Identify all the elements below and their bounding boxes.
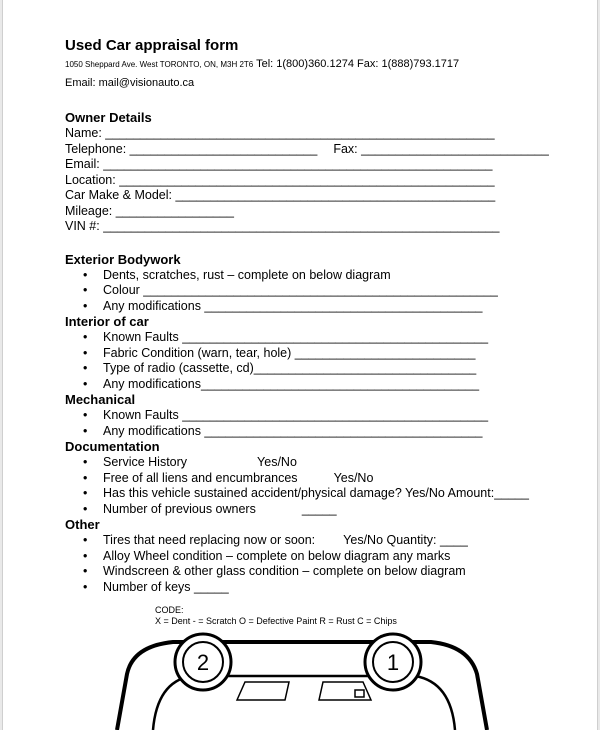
list-item: [65, 502, 545, 518]
list-item: • Alloy Wheel condition – complete on below diagram any marks: [65, 549, 545, 565]
tires-yes-no-quantity: Yes/No Quantity: ____: [343, 533, 468, 547]
location-field: Location: ______________________________________________________: [65, 172, 495, 187]
liens-yes-no: Yes/No: [333, 470, 374, 485]
list-item: • Any modifications ________________________________________: [65, 424, 545, 440]
list-item: • Type of radio (cassette, cd)________________________________: [65, 361, 545, 377]
mileage-field: Mileage: _________________: [65, 203, 234, 218]
mechanical-list: [65, 408, 545, 439]
vin-field: VIN #: _________________________________________________________: [65, 219, 500, 233]
car-body-outline: [117, 642, 487, 730]
street-address: 1050 Sheppard Ave. West TORONTO, ON, M3H 2T6: [65, 60, 254, 69]
list-item: • Known Faults ____________________________________________: [65, 330, 545, 346]
wheel-right-number: 1: [386, 650, 400, 675]
previous-owners-label: Number of previous owners: [103, 501, 256, 516]
telephone-field: Telephone: ___________________________: [65, 141, 318, 156]
previous-owners-blank: _____: [301, 501, 337, 516]
car-damage-diagram: [113, 602, 493, 730]
service-history-yes-no: Yes/No: [257, 455, 297, 469]
list-item: • Dents, scratches, rust – complete on below diagram: [65, 268, 545, 284]
email-line: Email: mail@visionauto.ca: [65, 77, 195, 89]
code-legend: X = Dent - = Scratch O = Defective Paint R = Rust C = Chips: [155, 616, 397, 626]
documentation-heading: Documentation: [65, 439, 160, 454]
documentation-list: [65, 455, 545, 517]
list-item: [65, 533, 545, 549]
car-diagram-svg: [113, 602, 493, 730]
list-item: • Known Faults ____________________________________________: [65, 408, 545, 424]
list-item: • Number of keys _____: [65, 580, 545, 596]
wheel-left-number: 2: [196, 650, 210, 675]
service-history-label: Service History: [103, 455, 188, 469]
list-item: [65, 455, 545, 471]
form-title: Used Car appraisal form: [65, 37, 239, 54]
list-item: • Fabric Condition (warn, tear, hole) __________________________: [65, 346, 545, 362]
list-item: • Colour ___________________________________________________: [65, 283, 545, 299]
make-model-field: Car Make & Model: ______________________________________________: [65, 188, 496, 202]
mechanical-heading: Mechanical: [65, 392, 136, 407]
document-page: [2, 0, 598, 730]
list-item: • Any modifications________________________________________: [65, 377, 545, 393]
other-heading: Other: [65, 517, 100, 532]
list-item: • Has this vehicle sustained accident/physical damage? Yes/No Amount:_____: [65, 486, 545, 502]
appraisal-form: [65, 36, 549, 595]
address-line: [65, 57, 545, 72]
tires-label: Tires that need replacing now or soon:: [103, 533, 316, 547]
owner-details-heading: Owner Details: [65, 110, 152, 125]
list-item: • Any modifications ________________________________________: [65, 299, 545, 315]
contact-numbers: Tel: 1(800)360.1274 Fax: 1(888)793.1717: [253, 58, 460, 70]
name-field: Name: ________________________________________________________: [65, 126, 495, 140]
mirror-marker: [355, 690, 364, 697]
windscreen-left: [237, 682, 289, 700]
interior-heading: Interior of car: [65, 314, 149, 329]
email-field: Email: ________________________________________________________: [65, 157, 493, 171]
exterior-list: [65, 268, 545, 315]
other-list: [65, 533, 545, 595]
exterior-heading: Exterior Bodywork: [65, 251, 181, 267]
liens-label: Free of all liens and encumbrances: [103, 470, 298, 485]
interior-list: [65, 330, 545, 392]
list-item: • Windscreen & other glass condition – complete on below diagram: [65, 564, 545, 580]
list-item: [65, 471, 545, 487]
fax-field: Fax: ___________________________: [333, 141, 549, 156]
telephone-fax-line: [65, 141, 549, 158]
code-title: CODE:: [155, 605, 184, 615]
